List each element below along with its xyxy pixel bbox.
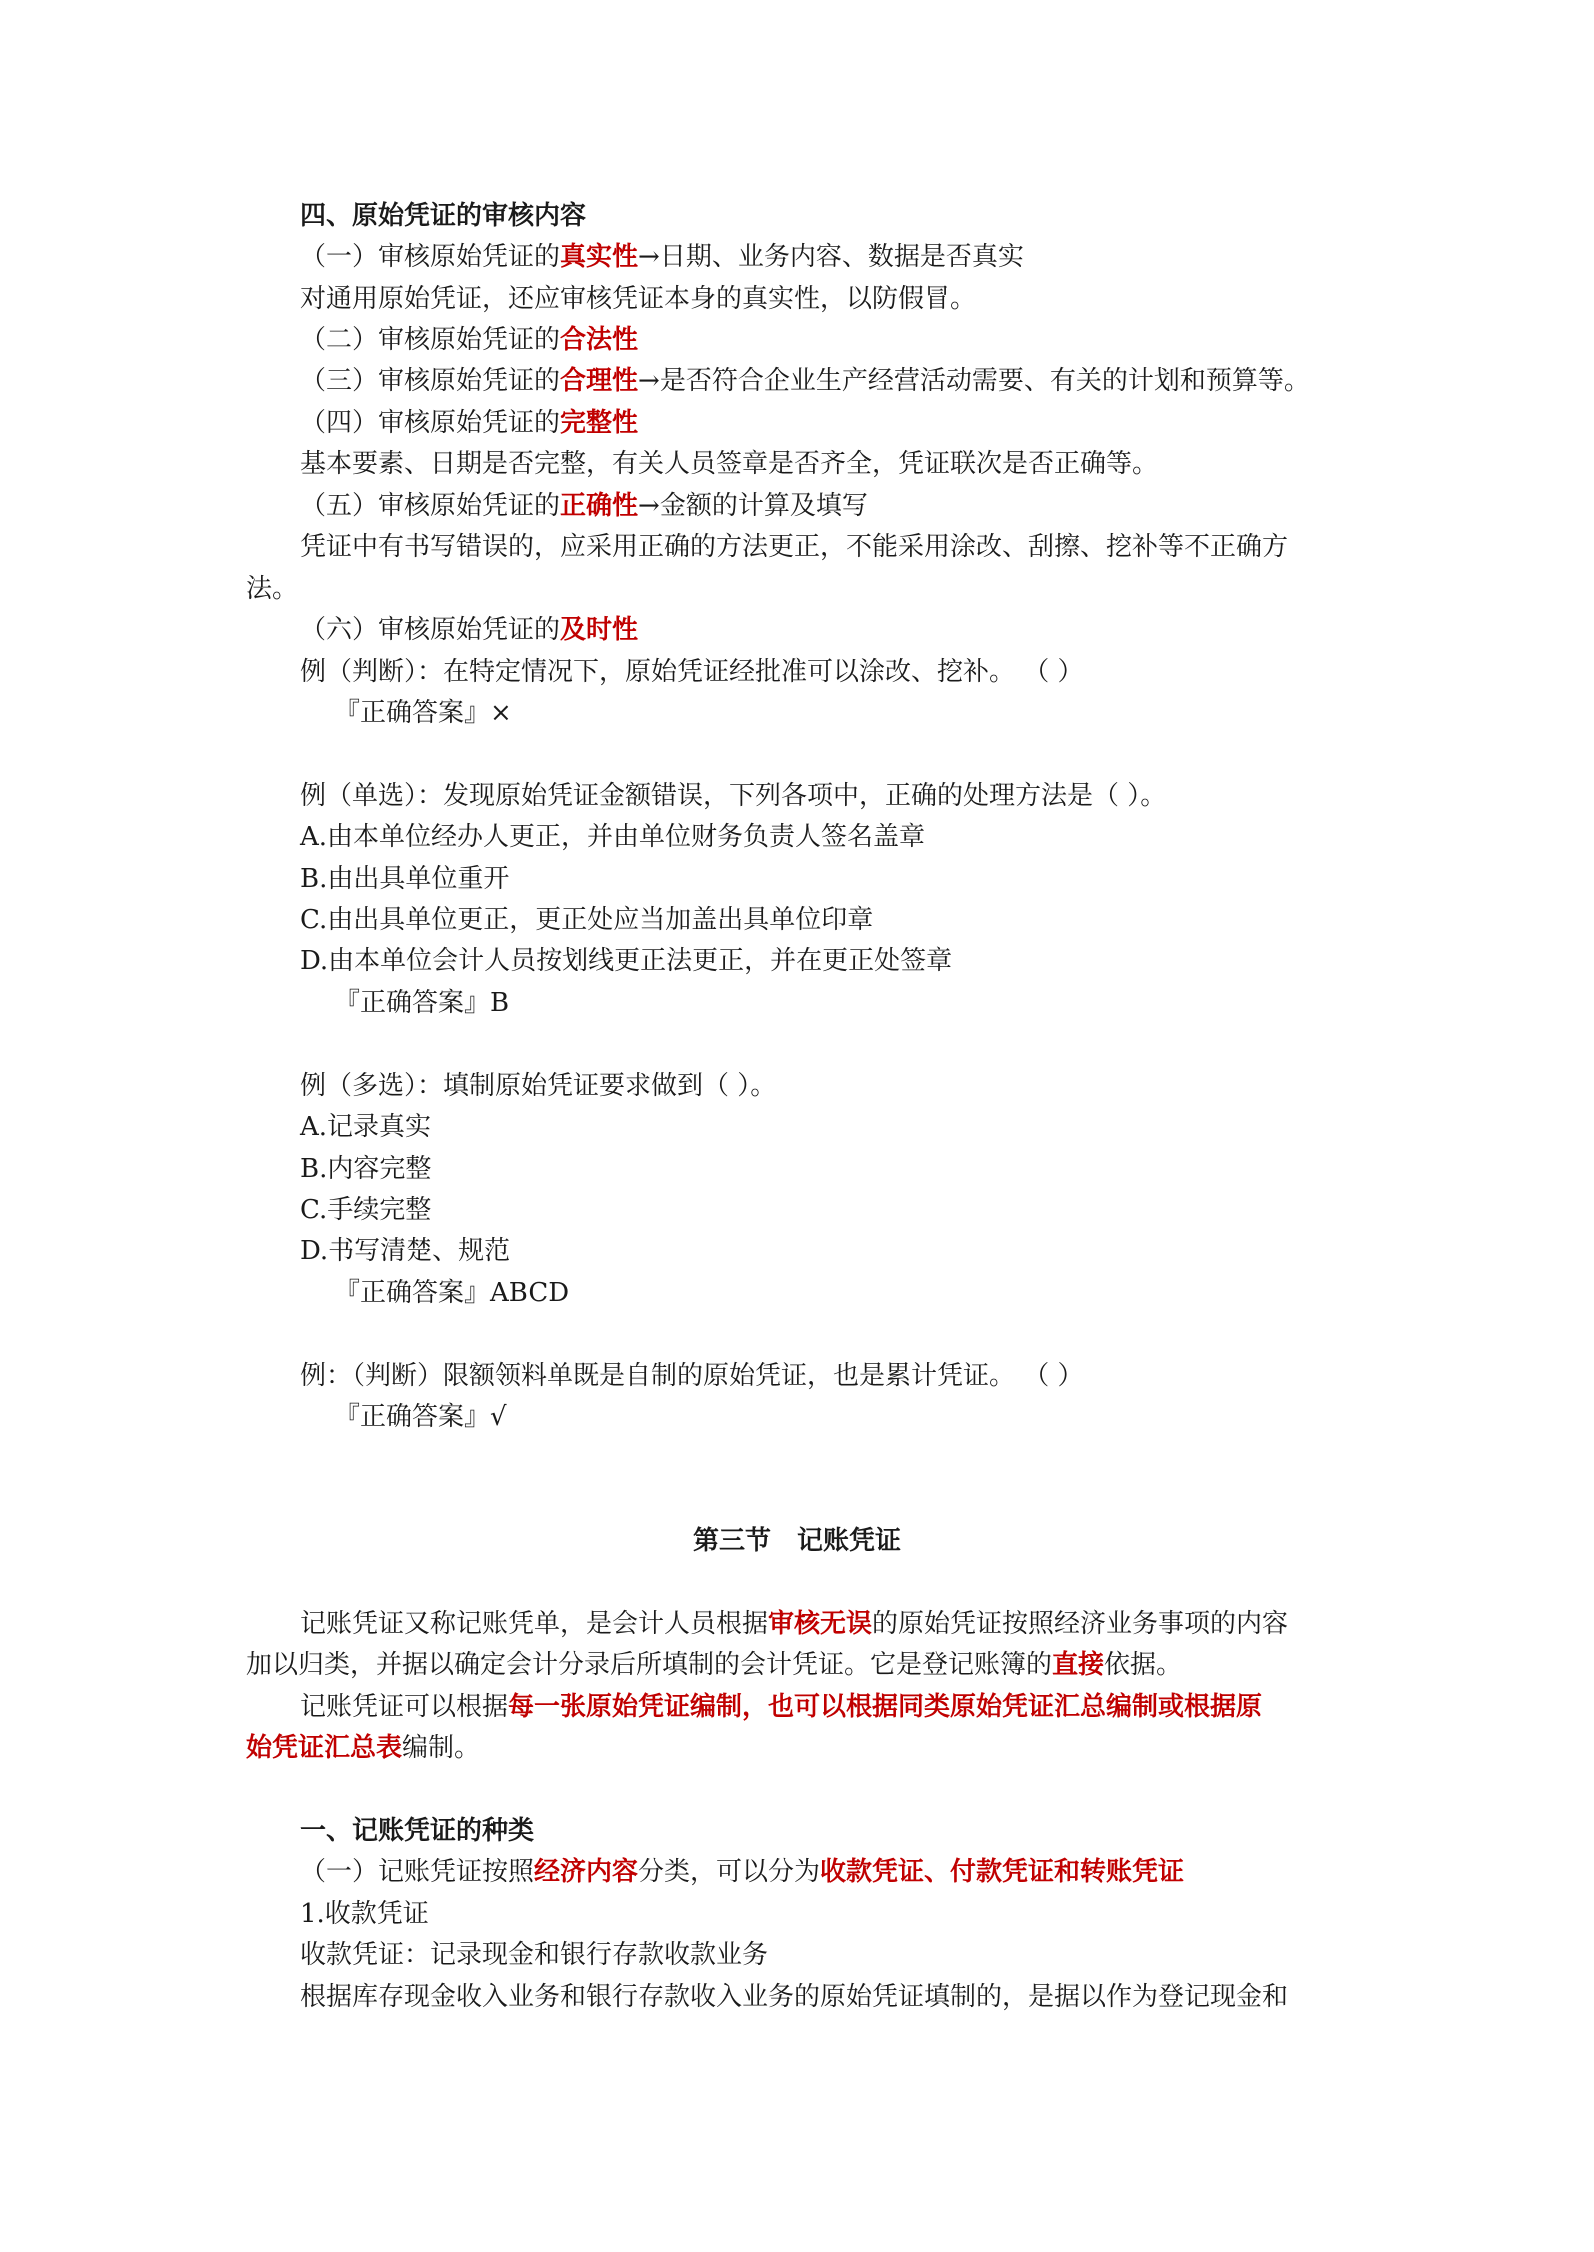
example-answer: 『正确答案』× — [334, 698, 512, 728]
example-question: 例（多选）：填制原始凭证要求做到（ ）。 — [300, 1071, 777, 1101]
intro-paragraph: 记账凭证又称记账凭单，是会计人员根据审核无误的原始凭证按照经济业务事项的内容 — [300, 1609, 1289, 1639]
example-answer: 『正确答案』B — [334, 988, 510, 1018]
section-heading: 四、原始凭证的审核内容 — [300, 201, 587, 231]
example-question: 例（判断）：在特定情况下，原始凭证经批准可以涂改、挖补。 （ ） — [300, 657, 1084, 687]
section-heading: 一、记账凭证的种类 — [300, 1816, 535, 1846]
example-question: 例：（判断）限额领料单既是自制的原始凭证，也是累计凭证。 （ ） — [300, 1361, 1084, 1391]
example-option: C.由出具单位更正，更正处应当加盖出具单位印章 — [300, 905, 874, 935]
review-item-note-continued: 法。 — [246, 574, 299, 604]
types-definition: 收款凭证：记录现金和银行存款收款业务 — [300, 1940, 769, 1970]
review-item-note: 基本要素、日期是否完整，有关人员签章是否齐全，凭证联次是否正确等。 — [300, 449, 1159, 479]
review-item-authenticity: （一）审核原始凭证的真实性→日期、业务内容、数据是否真实 — [300, 242, 1024, 272]
example-option: D.书写清楚、规范 — [300, 1236, 511, 1266]
example-answer: 『正确答案』ABCD — [334, 1278, 570, 1308]
review-item-reasonableness: （三）审核原始凭证的合理性→是否符合企业生产经营活动需要、有关的计划和预算等。 — [300, 366, 1310, 396]
review-item-timeliness: （六）审核原始凭证的及时性 — [300, 615, 639, 645]
review-item-note: 凭证中有书写错误的，应采用正确的方法更正，不能采用涂改、刮擦、挖补等不正确方 — [300, 532, 1289, 562]
review-item-correctness: （五）审核原始凭证的正确性→金额的计算及填写 — [300, 491, 868, 521]
example-option: A.记录真实 — [300, 1112, 432, 1142]
types-text: 根据库存现金收入业务和银行存款收入业务的原始凭证填制的，是据以作为登记现金和 — [300, 1982, 1289, 2012]
review-item-legality: （二）审核原始凭证的合法性 — [300, 325, 639, 355]
types-subheading: 1.收款凭证 — [300, 1899, 429, 1929]
example-option: D.由本单位会计人员按划线更正法更正，并在更正处签章 — [300, 946, 953, 976]
example-question: 例（单选）：发现原始凭证金额错误，下列各项中，正确的处理方法是（ ）。 — [300, 781, 1167, 811]
example-option: B.由出具单位重开 — [300, 864, 510, 894]
intro-paragraph: 记账凭证可以根据每一张原始凭证编制，也可以根据同类原始凭证汇总编制或根据原 — [300, 1692, 1263, 1722]
example-option: C.手续完整 — [300, 1195, 432, 1225]
section-title: 第三节 记账凭证 — [692, 1526, 901, 1556]
intro-paragraph-continued: 始凭证汇总表编制。 — [246, 1733, 481, 1763]
intro-paragraph-continued: 加以归类，并据以确定会计分录后所填制的会计凭证。它是登记账簿的直接依据。 — [246, 1650, 1183, 1680]
example-answer: 『正确答案』√ — [334, 1402, 507, 1432]
types-item: （一）记账凭证按照经济内容分类，可以分为收款凭证、付款凭证和转账凭证 — [300, 1857, 1185, 1887]
example-option: A.由本单位经办人更正，并由单位财务负责人签名盖章 — [300, 822, 926, 852]
review-item-note: 对通用原始凭证，还应审核凭证本身的真实性，以防假冒。 — [300, 284, 977, 314]
review-item-completeness: （四）审核原始凭证的完整性 — [300, 408, 639, 438]
example-option: B.内容完整 — [300, 1154, 432, 1184]
